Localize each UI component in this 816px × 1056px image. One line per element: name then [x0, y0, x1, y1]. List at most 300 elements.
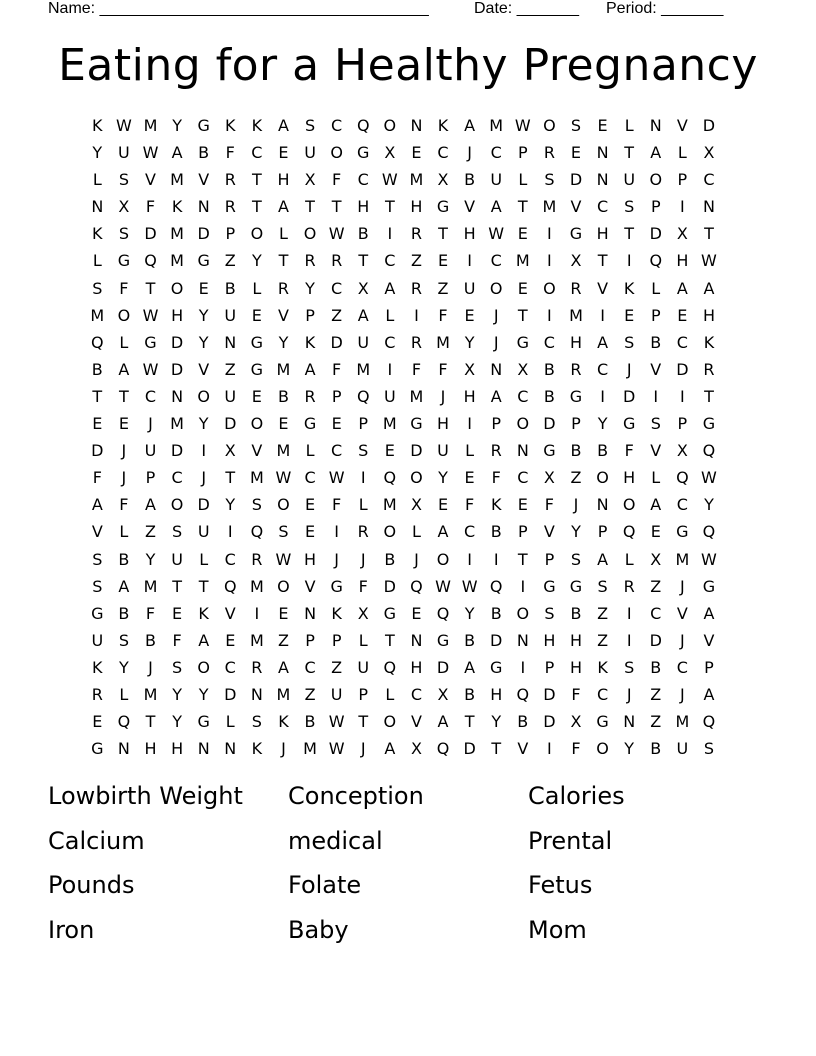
grid-letter[interactable]: A — [277, 657, 289, 677]
grid-letter[interactable]: Y — [92, 143, 103, 163]
grid-letter[interactable]: T — [172, 576, 182, 596]
grid-letter[interactable]: F — [332, 170, 342, 190]
grid-letter[interactable]: G — [516, 332, 529, 352]
grid-letter[interactable]: N — [516, 630, 529, 650]
grid-letter[interactable]: R — [277, 278, 290, 298]
grid-letter[interactable]: Q — [223, 576, 237, 596]
grid-letter[interactable]: I — [414, 305, 419, 325]
grid-letter[interactable]: L — [199, 549, 209, 569]
grid-letter[interactable]: K — [623, 278, 635, 298]
grid-letter[interactable]: R — [357, 522, 369, 542]
grid-letter[interactable]: Z — [597, 603, 609, 623]
grid-letter[interactable]: M — [542, 197, 557, 217]
grid-letter[interactable]: G — [702, 414, 716, 434]
grid-letter[interactable]: F — [571, 739, 581, 759]
grid-letter[interactable]: M — [276, 359, 291, 379]
grid-letter[interactable]: T — [145, 712, 156, 732]
grid-letter[interactable]: B — [490, 522, 502, 542]
grid-letter[interactable]: P — [677, 414, 688, 434]
grid-letter[interactable]: F — [544, 495, 554, 515]
grid-letter[interactable]: L — [278, 224, 288, 244]
grid-letter[interactable]: K — [171, 197, 183, 217]
grid-letter[interactable]: T — [491, 739, 502, 759]
grid-letter[interactable]: A — [703, 684, 715, 704]
grid-letter[interactable]: U — [118, 143, 130, 163]
grid-letter[interactable]: O — [516, 603, 530, 623]
grid-letter[interactable]: V — [517, 739, 529, 759]
grid-letter[interactable]: K — [225, 116, 236, 135]
grid-letter[interactable]: M — [356, 359, 371, 379]
grid-letter[interactable]: U — [144, 441, 157, 461]
grid-letter[interactable]: D — [91, 441, 104, 461]
grid-letter[interactable]: Y — [278, 332, 289, 352]
grid-letter[interactable]: P — [597, 522, 608, 542]
grid-letter[interactable]: E — [411, 603, 422, 623]
grid-letter[interactable]: U — [171, 549, 183, 569]
grid-letter[interactable]: Y — [597, 414, 608, 434]
grid-letter[interactable]: C — [490, 251, 502, 271]
grid-letter[interactable]: V — [277, 305, 289, 325]
date-field[interactable]: Date: _______ — [474, 0, 579, 17]
grid-letter[interactable]: L — [305, 441, 315, 461]
grid-letter[interactable]: M — [409, 386, 424, 406]
grid-letter[interactable]: R — [570, 359, 582, 379]
grid-letter[interactable]: S — [92, 278, 103, 298]
grid-letter[interactable]: W — [701, 468, 717, 488]
grid-letter[interactable]: N — [490, 359, 503, 379]
grid-letter[interactable]: R — [543, 143, 555, 163]
grid-letter[interactable]: M — [170, 224, 184, 244]
grid-letter[interactable]: W — [328, 224, 345, 244]
grid-letter[interactable]: A — [597, 549, 609, 569]
grid-letter[interactable]: A — [437, 522, 449, 542]
grid-letter[interactable]: S — [92, 549, 103, 569]
grid-letter[interactable]: F — [438, 305, 448, 325]
grid-letter[interactable]: M — [249, 576, 264, 596]
grid-letter[interactable]: M — [303, 739, 317, 759]
grid-letter[interactable]: J — [121, 468, 127, 488]
grid-letter[interactable]: Q — [436, 603, 450, 623]
grid-letter[interactable]: O — [410, 468, 423, 488]
grid-letter[interactable]: A — [91, 495, 103, 515]
grid-letter[interactable]: I — [600, 386, 605, 406]
grid-letter[interactable]: C — [331, 116, 343, 135]
grid-letter[interactable]: S — [172, 522, 183, 542]
grid-letter[interactable]: D — [569, 170, 583, 190]
grid-letter[interactable]: F — [145, 603, 156, 623]
grid-letter[interactable]: Y — [172, 684, 182, 704]
grid-letter[interactable]: G — [569, 576, 583, 596]
grid-letter[interactable]: B — [384, 549, 396, 569]
grid-letter[interactable]: V — [650, 359, 662, 379]
grid-letter[interactable]: T — [384, 630, 395, 650]
grid-letter[interactable]: J — [626, 684, 632, 704]
grid-letter[interactable]: B — [597, 441, 609, 461]
grid-letter[interactable]: O — [516, 414, 530, 434]
grid-letter[interactable]: H — [490, 684, 503, 704]
grid-letter[interactable]: G — [702, 576, 716, 596]
grid-letter[interactable]: R — [410, 332, 422, 352]
grid-letter[interactable]: Q — [144, 251, 157, 271]
grid-letter[interactable]: S — [251, 712, 262, 732]
grid-letter[interactable]: Q — [383, 468, 397, 488]
grid-letter[interactable]: P — [358, 414, 369, 434]
grid-letter[interactable]: G — [330, 576, 343, 596]
grid-letter[interactable]: Y — [491, 712, 502, 732]
grid-letter[interactable]: A — [384, 278, 396, 298]
grid-letter[interactable]: P — [517, 522, 528, 542]
grid-letter[interactable]: W — [488, 224, 505, 244]
grid-letter[interactable]: M — [276, 684, 291, 704]
grid-letter[interactable]: J — [121, 441, 127, 461]
grid-letter[interactable]: F — [491, 468, 501, 488]
grid-letter[interactable]: D — [383, 576, 396, 596]
grid-letter[interactable]: M — [515, 251, 530, 271]
grid-letter[interactable]: C — [650, 603, 662, 623]
grid-letter[interactable]: V — [597, 278, 609, 298]
grid-letter[interactable]: P — [544, 549, 555, 569]
grid-letter[interactable]: J — [360, 739, 366, 759]
grid-letter[interactable]: W — [328, 739, 345, 759]
grid-letter[interactable]: O — [622, 495, 636, 515]
grid-letter[interactable]: T — [358, 712, 369, 732]
grid-letter[interactable]: L — [119, 522, 129, 542]
grid-letter[interactable]: R — [304, 251, 316, 271]
grid-letter[interactable]: C — [331, 441, 343, 461]
grid-letter[interactable]: I — [387, 224, 393, 244]
grid-letter[interactable]: T — [597, 251, 608, 271]
grid-letter[interactable]: P — [491, 414, 502, 434]
grid-letter[interactable]: I — [467, 251, 472, 271]
grid-letter[interactable]: E — [624, 305, 635, 325]
grid-letter[interactable]: B — [650, 739, 662, 759]
grid-letter[interactable]: H — [623, 468, 636, 488]
grid-letter[interactable]: K — [92, 224, 103, 244]
grid-letter[interactable]: G — [569, 224, 583, 244]
grid-letter[interactable]: C — [676, 332, 688, 352]
grid-letter[interactable]: T — [198, 576, 209, 596]
grid-letter[interactable]: V — [543, 522, 555, 542]
grid-letter[interactable]: N — [197, 197, 210, 217]
grid-letter[interactable]: I — [626, 603, 632, 623]
grid-letter[interactable]: T — [704, 386, 714, 406]
grid-letter[interactable]: F — [438, 359, 448, 379]
grid-letter[interactable]: R — [623, 576, 635, 596]
grid-letter[interactable]: H — [569, 332, 582, 352]
grid-letter[interactable]: M — [675, 712, 690, 732]
grid-letter[interactable]: T — [251, 197, 262, 217]
grid-letter[interactable]: S — [118, 170, 129, 190]
grid-letter[interactable]: S — [278, 522, 289, 542]
grid-letter[interactable]: I — [467, 414, 472, 434]
grid-letter[interactable]: G — [197, 712, 210, 732]
grid-letter[interactable]: F — [145, 197, 156, 217]
grid-letter[interactable]: Q — [356, 116, 370, 135]
grid-letter[interactable]: Z — [437, 278, 449, 298]
grid-letter[interactable]: Y — [571, 522, 581, 542]
grid-letter[interactable]: F — [332, 495, 342, 515]
grid-letter[interactable]: I — [680, 386, 685, 406]
grid-letter[interactable]: K — [278, 712, 289, 732]
grid-letter[interactable]: U — [357, 657, 370, 677]
grid-letter[interactable]: M — [249, 468, 264, 488]
grid-letter[interactable]: K — [304, 332, 316, 352]
grid-letter[interactable]: V — [676, 603, 688, 623]
grid-letter[interactable]: P — [571, 414, 581, 434]
grid-letter[interactable]: W — [142, 359, 159, 379]
grid-letter[interactable]: W — [701, 549, 717, 569]
grid-letter[interactable]: O — [543, 116, 556, 135]
grid-letter[interactable]: Z — [650, 576, 662, 596]
grid-letter[interactable]: K — [490, 495, 502, 515]
grid-letter[interactable]: X — [437, 684, 449, 704]
grid-letter[interactable]: S — [570, 116, 582, 135]
grid-letter[interactable]: Y — [172, 116, 182, 135]
grid-letter[interactable]: V — [676, 116, 688, 135]
grid-letter[interactable]: K — [92, 657, 103, 677]
grid-letter[interactable]: D — [170, 359, 184, 379]
grid-letter[interactable]: O — [170, 278, 184, 298]
grid-letter[interactable]: E — [172, 603, 183, 623]
grid-letter[interactable]: V — [145, 170, 156, 190]
grid-letter[interactable]: B — [490, 603, 502, 623]
grid-letter[interactable]: W — [381, 170, 398, 190]
grid-letter[interactable]: S — [251, 495, 262, 515]
grid-letter[interactable]: A — [703, 603, 715, 623]
grid-letter[interactable]: Q — [702, 522, 716, 542]
grid-letter[interactable]: X — [437, 170, 449, 190]
grid-letter[interactable]: O — [649, 170, 663, 190]
grid-letter[interactable]: F — [465, 495, 475, 515]
grid-letter[interactable]: W — [435, 576, 451, 596]
grid-letter[interactable]: S — [118, 224, 129, 244]
grid-letter[interactable]: J — [680, 684, 685, 704]
grid-letter[interactable]: I — [334, 522, 339, 542]
grid-letter[interactable]: D — [224, 414, 237, 434]
grid-letter[interactable]: X — [570, 251, 582, 271]
grid-letter[interactable]: Z — [650, 684, 662, 704]
grid-letter[interactable]: O — [596, 739, 609, 759]
grid-letter[interactable]: J — [148, 657, 153, 677]
grid-letter[interactable]: B — [198, 143, 210, 163]
grid-letter[interactable]: S — [304, 116, 316, 135]
grid-letter[interactable]: C — [490, 143, 502, 163]
grid-letter[interactable]: A — [437, 712, 449, 732]
grid-letter[interactable]: F — [332, 359, 342, 379]
grid-letter[interactable]: O — [277, 495, 290, 515]
grid-letter[interactable]: K — [198, 603, 209, 623]
grid-letter[interactable]: U — [197, 522, 210, 542]
grid-letter[interactable]: P — [358, 684, 369, 704]
grid-letter[interactable]: Z — [650, 712, 662, 732]
grid-letter[interactable]: N — [197, 739, 210, 759]
grid-letter[interactable]: X — [357, 603, 369, 623]
grid-letter[interactable]: B — [304, 712, 316, 732]
grid-letter[interactable]: X — [676, 441, 688, 461]
grid-letter[interactable]: K — [331, 603, 342, 623]
grid-letter[interactable]: L — [465, 441, 475, 461]
grid-letter[interactable]: D — [649, 224, 662, 244]
grid-letter[interactable]: H — [410, 657, 423, 677]
grid-letter[interactable]: J — [467, 143, 472, 163]
grid-letter[interactable]: C — [251, 143, 263, 163]
grid-letter[interactable]: T — [92, 386, 103, 406]
grid-letter[interactable]: G — [622, 414, 636, 434]
grid-letter[interactable]: B — [517, 712, 529, 732]
grid-letter[interactable]: E — [437, 251, 449, 271]
grid-letter[interactable]: V — [304, 576, 316, 596]
grid-letter[interactable]: Q — [91, 332, 104, 352]
grid-letter[interactable]: S — [118, 630, 129, 650]
grid-letter[interactable]: V — [198, 170, 210, 190]
grid-letter[interactable]: A — [198, 630, 210, 650]
grid-letter[interactable]: U — [91, 630, 104, 650]
grid-letter[interactable]: R — [570, 278, 582, 298]
grid-letter[interactable]: I — [387, 359, 393, 379]
grid-letter[interactable]: G — [144, 332, 157, 352]
grid-letter[interactable]: Z — [331, 657, 343, 677]
grid-letter[interactable]: P — [704, 657, 714, 677]
grid-letter[interactable]: C — [596, 197, 609, 217]
grid-letter[interactable]: L — [92, 170, 102, 190]
grid-letter[interactable]: J — [573, 495, 579, 515]
grid-letter[interactable]: K — [437, 116, 449, 135]
grid-letter[interactable]: B — [570, 441, 582, 461]
grid-letter[interactable]: G — [436, 197, 450, 217]
grid-letter[interactable]: G — [303, 414, 317, 434]
grid-letter[interactable]: A — [676, 278, 688, 298]
grid-letter[interactable]: I — [467, 549, 472, 569]
grid-letter[interactable]: Q — [250, 522, 264, 542]
grid-letter[interactable]: B — [357, 224, 369, 244]
grid-letter[interactable]: J — [281, 739, 286, 759]
grid-letter[interactable]: X — [224, 441, 236, 461]
grid-letter[interactable]: B — [650, 657, 662, 677]
grid-letter[interactable]: H — [437, 414, 450, 434]
grid-letter[interactable]: W — [701, 251, 717, 271]
grid-letter[interactable]: T — [704, 224, 714, 244]
grid-letter[interactable]: A — [304, 359, 316, 379]
grid-letter[interactable]: D — [463, 739, 476, 759]
grid-letter[interactable]: X — [650, 549, 662, 569]
grid-letter[interactable]: M — [143, 576, 158, 596]
grid-letter[interactable]: C — [543, 332, 555, 352]
grid-letter[interactable]: E — [118, 414, 129, 434]
grid-letter[interactable]: P — [225, 224, 236, 244]
grid-letter[interactable]: W — [328, 712, 345, 732]
grid-letter[interactable]: A — [490, 386, 502, 406]
grid-letter[interactable]: J — [680, 630, 685, 650]
grid-letter[interactable]: D — [224, 684, 237, 704]
grid-letter[interactable]: B — [650, 332, 662, 352]
grid-letter[interactable]: W — [461, 576, 478, 596]
grid-letter[interactable]: C — [224, 549, 236, 569]
grid-letter[interactable]: J — [360, 549, 366, 569]
grid-letter[interactable]: M — [675, 549, 690, 569]
grid-letter[interactable]: J — [148, 414, 153, 434]
grid-letter[interactable]: L — [385, 305, 395, 325]
grid-letter[interactable]: G — [250, 359, 264, 379]
grid-letter[interactable]: D — [543, 684, 556, 704]
grid-letter[interactable]: L — [119, 332, 129, 352]
grid-letter[interactable]: T — [517, 305, 528, 325]
grid-letter[interactable]: T — [305, 197, 315, 217]
grid-letter[interactable]: Q — [410, 576, 423, 596]
grid-letter[interactable]: N — [224, 332, 237, 352]
grid-letter[interactable]: L — [651, 278, 661, 298]
grid-letter[interactable]: H — [144, 739, 157, 759]
grid-letter[interactable]: A — [145, 495, 156, 515]
grid-letter[interactable]: R — [251, 657, 263, 677]
grid-letter[interactable]: O — [383, 522, 397, 542]
grid-letter[interactable]: F — [624, 441, 634, 461]
grid-letter[interactable]: T — [225, 468, 236, 488]
grid-letter[interactable]: J — [626, 359, 632, 379]
grid-letter[interactable]: Y — [198, 414, 209, 434]
grid-letter[interactable]: D — [170, 332, 184, 352]
grid-letter[interactable]: O — [277, 576, 290, 596]
grid-letter[interactable]: E — [517, 224, 528, 244]
grid-letter[interactable]: L — [624, 549, 634, 569]
grid-letter[interactable]: G — [596, 712, 609, 732]
grid-letter[interactable]: D — [144, 224, 157, 244]
grid-letter[interactable]: Y — [251, 251, 262, 271]
grid-letter[interactable]: O — [197, 657, 210, 677]
grid-letter[interactable]: I — [547, 224, 552, 244]
grid-letter[interactable]: B — [464, 684, 476, 704]
grid-letter[interactable]: S — [703, 739, 715, 759]
grid-letter[interactable]: Y — [704, 495, 714, 515]
grid-letter[interactable]: F — [411, 359, 422, 379]
grid-letter[interactable]: A — [277, 197, 289, 217]
grid-letter[interactable]: U — [676, 739, 689, 759]
grid-letter[interactable]: O — [383, 116, 397, 135]
grid-letter[interactable]: T — [331, 197, 342, 217]
grid-letter[interactable]: O — [489, 278, 503, 298]
grid-letter[interactable]: L — [92, 251, 102, 271]
grid-letter[interactable]: D — [330, 332, 343, 352]
grid-letter[interactable]: S — [597, 576, 608, 596]
grid-letter[interactable]: C — [144, 386, 157, 406]
grid-letter[interactable]: H — [463, 224, 476, 244]
grid-letter[interactable]: Y — [198, 305, 209, 325]
grid-letter[interactable]: V — [251, 441, 263, 461]
grid-letter[interactable]: N — [596, 495, 609, 515]
grid-letter[interactable]: G — [197, 251, 210, 271]
grid-letter[interactable]: H — [277, 170, 290, 190]
grid-letter[interactable]: L — [119, 684, 129, 704]
grid-letter[interactable]: S — [358, 441, 369, 461]
grid-letter[interactable]: N — [596, 143, 609, 163]
name-field[interactable]: Name: _____________________________________ — [48, 0, 429, 17]
grid-letter[interactable]: E — [198, 278, 209, 298]
grid-letter[interactable]: D — [197, 224, 210, 244]
grid-letter[interactable]: Z — [145, 522, 156, 542]
grid-letter[interactable]: B — [570, 603, 582, 623]
grid-letter[interactable]: O — [303, 224, 317, 244]
grid-letter[interactable]: G — [410, 414, 423, 434]
grid-letter[interactable]: X — [570, 712, 582, 732]
grid-letter[interactable]: E — [278, 603, 289, 623]
grid-letter[interactable]: G — [436, 630, 450, 650]
grid-letter[interactable]: E — [225, 630, 236, 650]
grid-letter[interactable]: I — [600, 305, 605, 325]
grid-letter[interactable]: X — [384, 143, 396, 163]
grid-letter[interactable]: M — [90, 305, 105, 325]
grid-letter[interactable]: M — [382, 495, 397, 515]
grid-letter[interactable]: T — [438, 224, 448, 244]
grid-letter[interactable]: H — [410, 197, 423, 217]
